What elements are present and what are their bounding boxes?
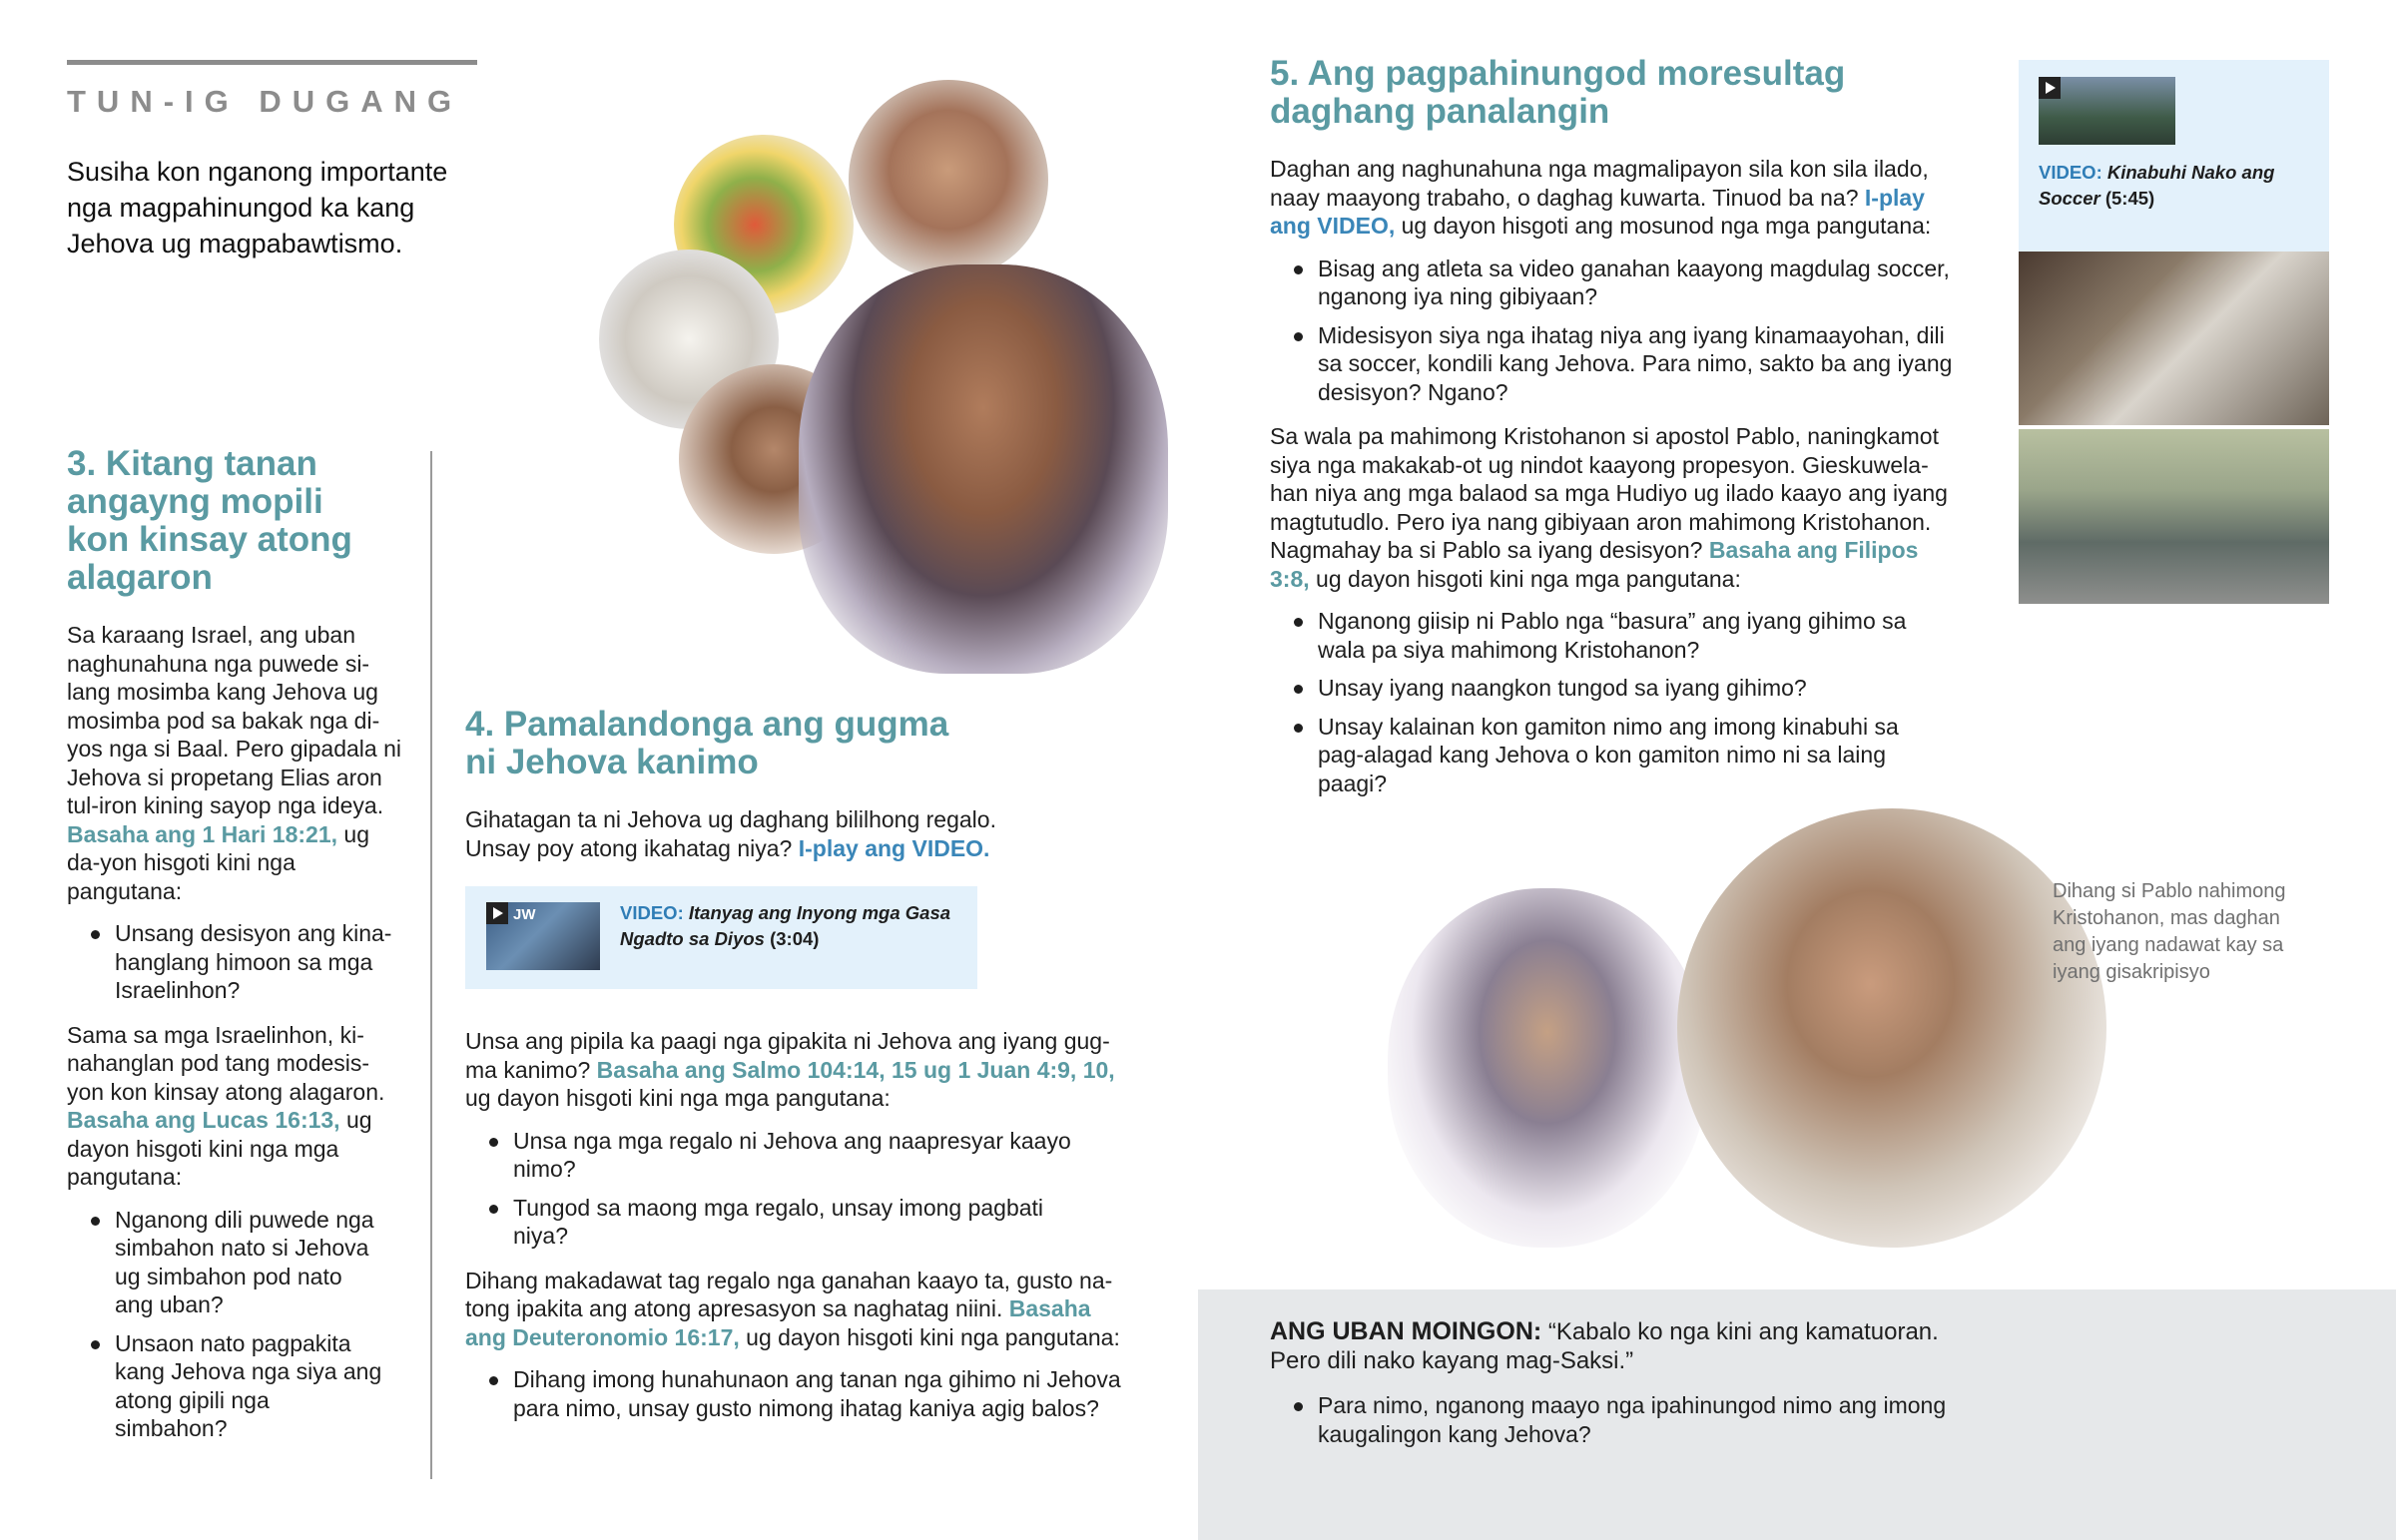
section3-para1-after: ug da-yon hisgoti kini nga pangutana: <box>67 820 370 904</box>
smiling-man-image <box>799 264 1168 674</box>
play-icon <box>2039 77 2061 99</box>
street-conversation-image <box>2019 429 2329 604</box>
office-laptop-image <box>2019 252 2329 425</box>
mother-baby-image <box>849 80 1048 279</box>
section5-para2 <box>1270 422 1959 593</box>
intro-text: Susiha kon nganong importante nga magpahinungod ka kang Jehova ug magpabawtismo. <box>67 157 448 258</box>
section5-para1-after: ug dayon hisgoti ang mosunod nga mga pangutana: <box>1395 213 1932 239</box>
section3-para1 <box>67 621 406 905</box>
video-duration: (3:04) <box>770 928 820 949</box>
section3-para2 <box>67 1021 406 1192</box>
play-icon <box>486 902 508 924</box>
section4-para2-after: ug dayon hisgoti kini nga mga pangutana: <box>465 1085 891 1111</box>
section4-para3-text: Dihang makadawat tag regalo nga ganahan kaayo ta, gusto na-tong ipakita ang atong apresasyon sa naghatag niini. <box>465 1267 1113 1321</box>
section4-para3 <box>465 1267 1124 1352</box>
list-item: Bisag ang atleta sa video ganahan kaayong magdulag soccer, nganong iya ning gibiyaan? <box>1270 255 1969 311</box>
quote-label: ANG UBAN MOINGON: <box>1270 1317 1542 1345</box>
section4-para3-after: ug dayon hisgoti kini nga pangutana: <box>739 1323 1120 1350</box>
list-item: Unsang desisyon ang kina-hanglang himoon sa mga Israelinhon? <box>67 919 406 1005</box>
video-prefix: VIDEO: <box>620 902 684 923</box>
section5-para2-after: ug dayon hisgoti kini nga mga pangutana: <box>1309 565 1741 592</box>
video-card-gifts[interactable] <box>465 886 977 989</box>
list-item: Unsay kalainan kon gamiton nimo ang imong kinabuhi sa pag-alagad kang Jehova o kon gamiton nimo ni sa laing paagi? <box>1270 713 1909 798</box>
scripture-link-salmo[interactable]: Basaha ang Salmo 104:14, 15 ug 1 Juan 4:9, 10, <box>596 1056 1115 1083</box>
section3-bullets2 <box>67 1206 386 1443</box>
section4-para1 <box>465 805 1024 862</box>
section5-para1 <box>1270 155 1939 241</box>
section4-bullets1 <box>465 1127 1074 1251</box>
quote-body: “Kabalo ko nga kini ang kamatuoran. Pero dili nako kayang mag-Saksi.” <box>1270 1318 1939 1374</box>
section3-para1-text: Sa karaang Israel, ang uban naghunahuna nga puwede si-lang mosimba kang Jehova ug mosimba pod sa bakak nga di-yos nga si Baal. Pero gipadala ni Jehova si propetang Elias aron tul-iron kining sayop nga ideya. <box>67 622 401 818</box>
section5-bullets2 <box>1270 607 1909 797</box>
section4-para1-text: Gihatagan ta ni Jehova ug daghang bililhong regalo. Unsay poy atong ikahatag niya? <box>465 806 996 861</box>
list-item: Nganong giisip ni Pablo nga “basura” ang iyang gihimo sa wala pa siya mahimong Kristohanon? <box>1270 607 1909 664</box>
section4-bullets2 <box>465 1365 1134 1422</box>
section5-para2-text: Sa wala pa mahimong Kristohanon si apostol Pablo, naningkamot siya nga makakab-ot ug nindot kaayong propesyon. Gieskuwela-han niya ang mga balaod sa mga Hudiyo ug ilado kaayo ang iyang magtutudlo. Pero iya nang gibiyaan aron mahimong Kristohanon. Nagmahay ba si Pablo sa iyang desisyon? <box>1270 423 1948 563</box>
quote-box <box>1198 1289 2396 1540</box>
play-video-link[interactable]: I-play ang VIDEO. <box>798 834 990 861</box>
jw-badge: JW <box>513 906 536 923</box>
section5-heading: 5. Ang pagpahinungod moresultag daghang panalangin <box>1270 54 1846 131</box>
paul-caption: Dihang si Pablo nahimong Kristohanon, mas daghan ang iyang nadawat kay sa iyang gisakripisyo <box>2053 880 2286 983</box>
saul-pharisee-image <box>1388 888 1707 1248</box>
section-label: TUN-IG DUGANG <box>67 84 463 119</box>
video-thumbnail-soccer[interactable] <box>2039 77 2175 145</box>
section5-para1-text: Daghan ang naghunahuna nga magmalipayon sila kon sila ilado, naay maayong trabaho, o daghag kuwarta. Tinuod ba na? <box>1270 156 1929 211</box>
section3 <box>67 445 406 1453</box>
top-rule <box>67 60 477 65</box>
scripture-link-1-hari[interactable]: Basaha ang 1 Hari 18:21, <box>67 820 338 847</box>
section4-para2-text: Unsa ang pipila ka paagi nga gipakita ni Jehova ang iyang gug-ma kanimo? <box>465 1028 1110 1083</box>
section3-para2-after: ug dayon hisgoti kini nga mga pangutana: <box>67 1107 372 1190</box>
quote-bullets <box>1270 1391 1949 1458</box>
paul-writing-image <box>1677 808 2106 1248</box>
video-title: Itanyag ang Inyong mga Gasa Ngadto sa Diyos <box>620 902 951 949</box>
section3-para2-text: Sama sa mga Israelinhon, ki-nahanglan pod tang modesis-yon kon kinsay atong alagaron. <box>67 1021 385 1105</box>
section4-para2 <box>465 1027 1124 1113</box>
scripture-link-lucas[interactable]: Basaha ang Lucas 16:13, <box>67 1107 340 1133</box>
list-item: Unsaon nato pagpakita kang Jehova nga siya ang atong gipili nga simbahon? <box>67 1329 386 1443</box>
scripture-link-deuteronomio[interactable]: Basaha ang Deuteronomio 16:17, <box>465 1295 1091 1350</box>
section4-heading: 4. Pamalandonga ang gugma ni Jehova kanimo <box>465 705 949 781</box>
section4 <box>465 706 1134 1432</box>
list-item: Tungod sa maong mga regalo, unsay imong pagbati niya? <box>465 1194 1074 1251</box>
video-caption-soccer <box>2039 160 2318 212</box>
video-duration: (5:45) <box>2104 188 2155 209</box>
list-item: Midesisyon siya nga ihatag niya ang iyang kinamaayohan, dili sa soccer, kondili kang Jehova. Para nimo, sakto ba ang iyang desisyon? Ngano? <box>1270 321 1969 407</box>
section5 <box>1270 55 1969 807</box>
list-item: Para nimo, nganong maayo nga ipahinungod nimo ang imong kaugalingon kang Jehova? <box>1270 1391 1949 1448</box>
quote-text <box>1270 1317 1969 1375</box>
list-item: Dihang imong hunahunaon ang tanan nga gihimo ni Jehova para nimo, unsay gusto nimong ihatag kaniya agig balos? <box>465 1365 1134 1422</box>
section3-heading: 3. Kitang tanan angayng mopili kon kinsay atong alagaron <box>67 444 352 597</box>
video-title: Kinabuhi Nako ang Soccer <box>2039 162 2275 209</box>
scripture-link-filipos[interactable]: Basaha ang Filipos 3:8, <box>1270 537 1919 592</box>
gifts-illustration <box>559 40 1178 679</box>
list-item: Unsay iyang naangkon tungod sa iyang gihimo? <box>1270 674 1909 703</box>
list-item: Unsa nga mga regalo ni Jehova ang naapresyar kaayo nimo? <box>465 1127 1074 1184</box>
play-video-link-soccer[interactable]: I-play ang VIDEO, <box>1270 184 1925 239</box>
list-item: Nganong dili puwede nga simbahon nato si Jehova ug simbahon pod nato ang uban? <box>67 1206 386 1319</box>
video-caption <box>620 900 969 952</box>
column-divider <box>430 451 432 1479</box>
video-prefix: VIDEO: <box>2039 162 2102 183</box>
section3-bullets1 <box>67 919 406 1005</box>
video-thumbnail[interactable] <box>486 902 600 970</box>
video-card-soccer[interactable] <box>2019 60 2329 252</box>
section5-bullets1 <box>1270 255 1969 407</box>
